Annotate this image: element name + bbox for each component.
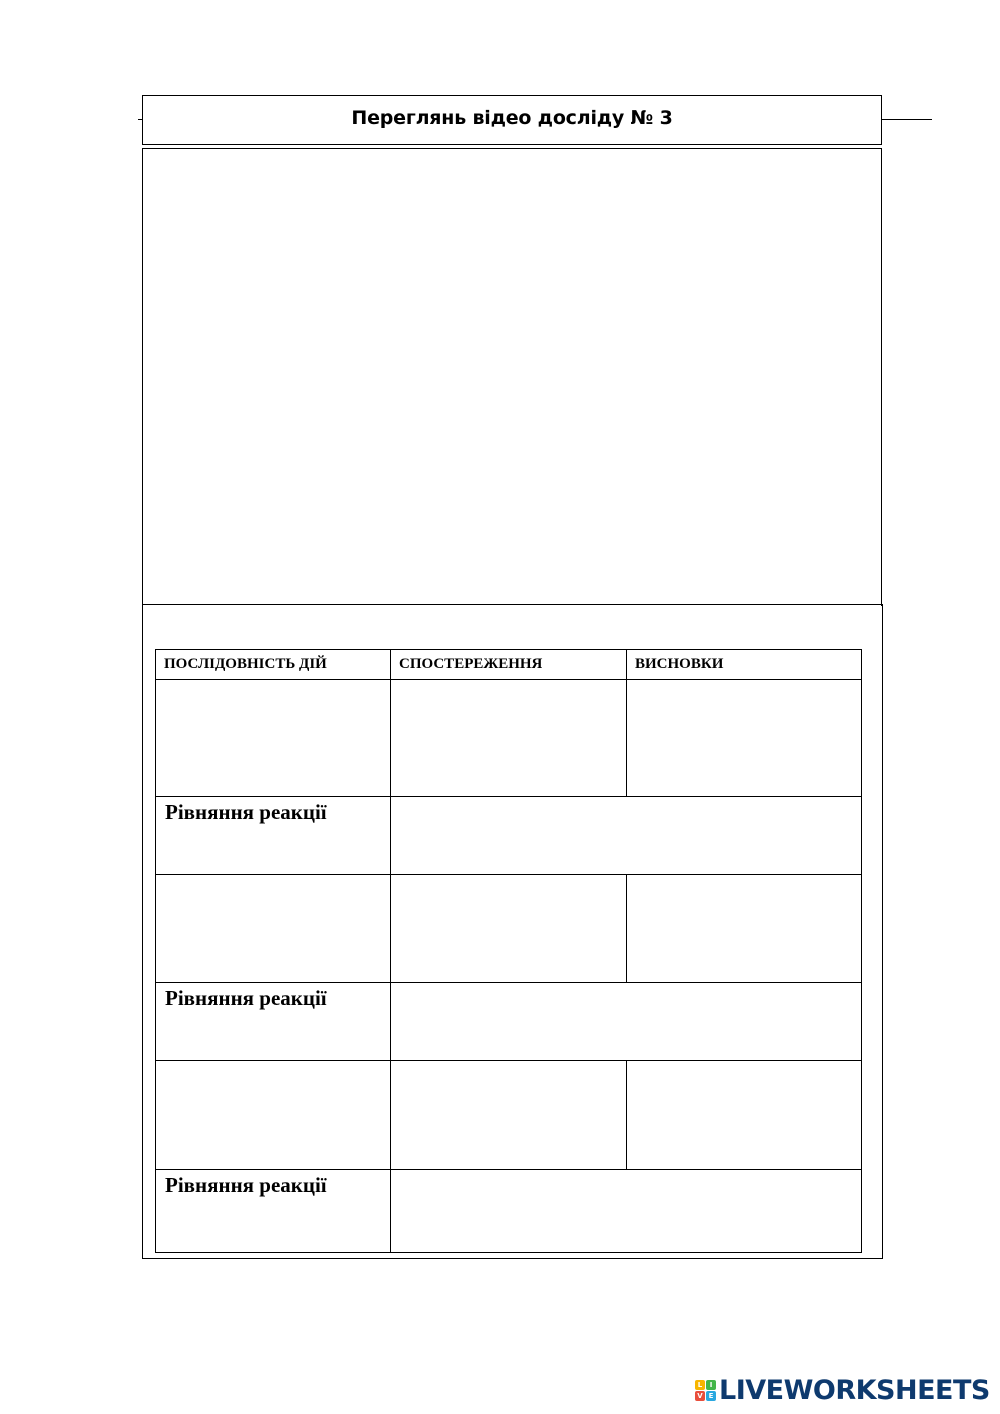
row3-equation-cell[interactable] bbox=[390, 1169, 862, 1253]
page-title: Переглянь відео досліду № 3 bbox=[351, 107, 673, 129]
row1-equation-cell[interactable] bbox=[390, 796, 862, 875]
logo-icon-tile: L bbox=[695, 1380, 705, 1390]
row3-action-cell[interactable] bbox=[155, 1060, 391, 1170]
row3-equation-label: Рівняння реакції bbox=[155, 1169, 391, 1253]
row2-observation-cell[interactable] bbox=[390, 874, 627, 983]
column-header-actions: ПОСЛІДОВНІСТЬ ДІЙ bbox=[155, 649, 391, 680]
header-rule-right bbox=[882, 119, 932, 120]
row1-action-cell[interactable] bbox=[155, 679, 391, 797]
column-header-observations: СПОСТЕРЕЖЕННЯ bbox=[390, 649, 627, 680]
row2-action-cell[interactable] bbox=[155, 874, 391, 983]
row1-observation-cell[interactable] bbox=[390, 679, 627, 797]
row1-conclusion-cell[interactable] bbox=[626, 679, 862, 797]
logo-icon-tile: E bbox=[706, 1391, 716, 1401]
logo-icon-tile: I bbox=[706, 1380, 716, 1390]
row1-equation-label: Рівняння реакції bbox=[155, 796, 391, 875]
liveworksheets-logo-icon bbox=[695, 1380, 716, 1401]
header-box bbox=[142, 95, 882, 145]
row2-equation-cell[interactable] bbox=[390, 982, 862, 1061]
row2-equation-label: Рівняння реакції bbox=[155, 982, 391, 1061]
row2-conclusion-cell[interactable] bbox=[626, 874, 862, 983]
row3-observation-cell[interactable] bbox=[390, 1060, 627, 1170]
logo-icon-tile: V bbox=[695, 1391, 705, 1401]
video-area[interactable] bbox=[142, 148, 882, 606]
column-header-conclusions: ВИСНОВКИ bbox=[626, 649, 862, 680]
liveworksheets-logo bbox=[695, 1375, 990, 1405]
row3-conclusion-cell[interactable] bbox=[626, 1060, 862, 1170]
experiment-table bbox=[155, 649, 862, 1253]
logo-text: LIVEWORKSHEETS bbox=[719, 1374, 990, 1406]
